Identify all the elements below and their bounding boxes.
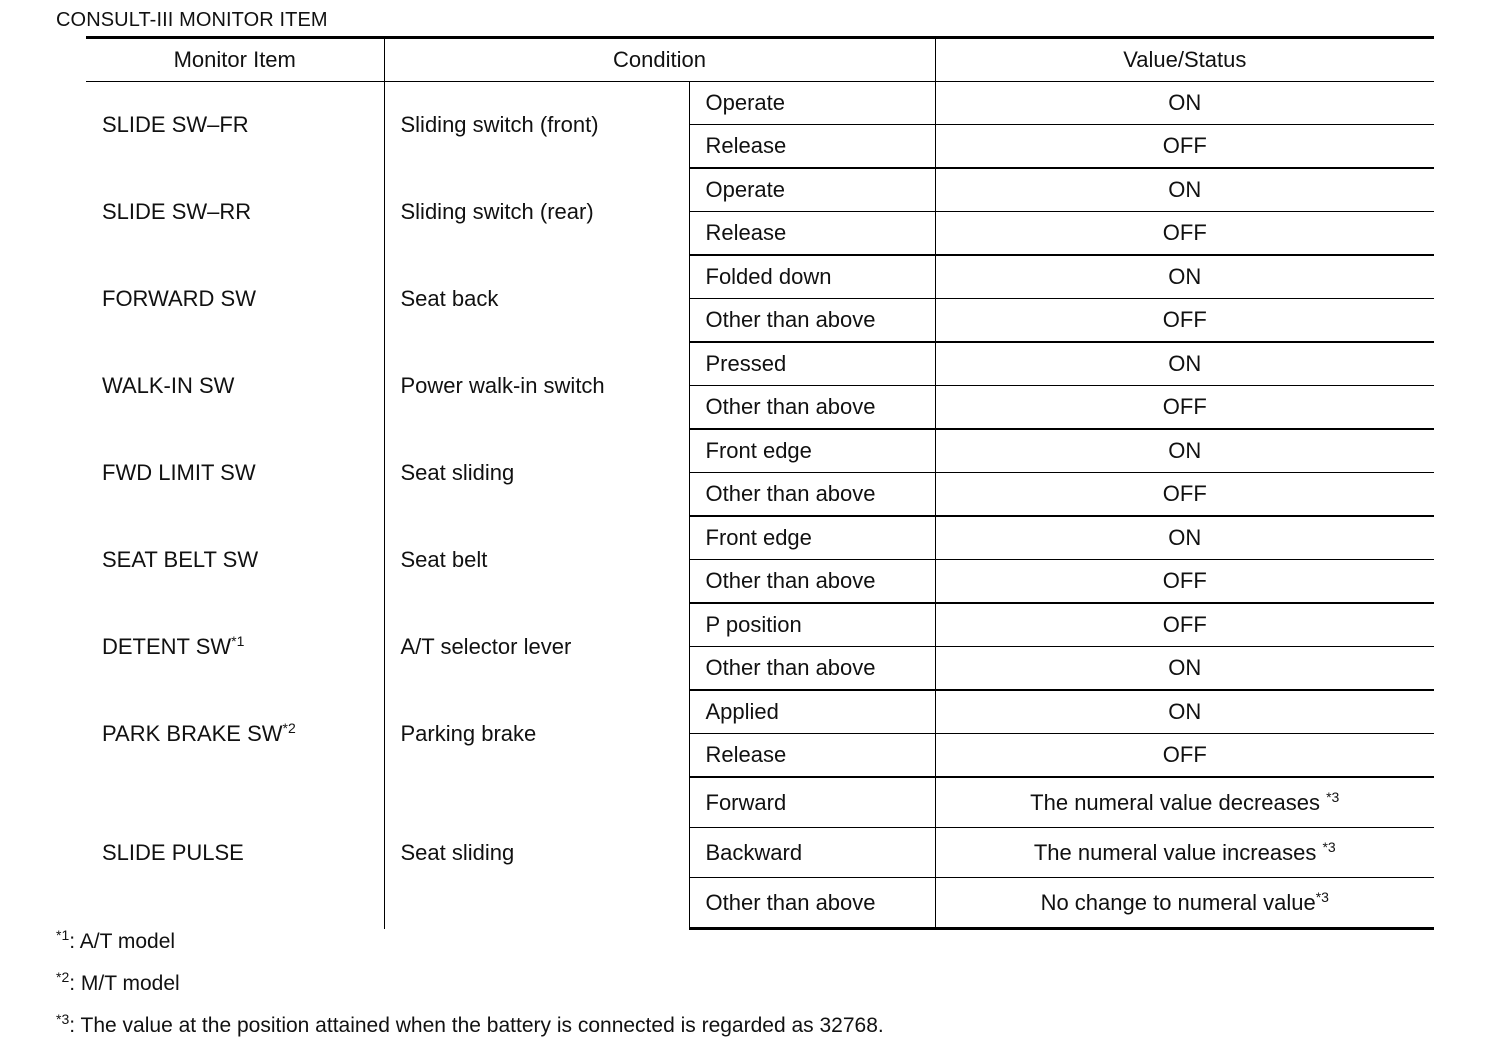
footnote-3 [56,1011,884,1038]
condition-cell: Seat back [384,255,689,342]
value-cell: OFF [935,299,1434,343]
table-row [86,429,1434,473]
value-cell: ON [935,429,1434,473]
value-text: The numeral value increases [1033,839,1323,865]
monitor-item-cell [86,777,384,929]
footnote-mark: *2 [56,969,70,985]
table-body [86,82,1434,929]
value-cell: ON [935,82,1434,125]
value-cell [935,878,1434,929]
value-cell: OFF [935,734,1434,778]
table-row [86,168,1434,212]
state-cell: Release [689,125,935,169]
state-cell: Forward [689,777,935,828]
value-text: No change to numeral value [1040,889,1316,915]
value-cell: ON [935,255,1434,299]
monitor-item-cell [86,690,384,777]
table-row [86,516,1434,560]
state-cell: P position [689,603,935,647]
state-cell: Other than above [689,878,935,929]
table-row [86,255,1434,299]
footnote-marker: *1 [231,632,245,649]
header-value-status: Value/Status [935,38,1434,82]
state-cell: Front edge [689,516,935,560]
state-cell: Other than above [689,560,935,604]
value-cell: OFF [935,603,1434,647]
state-cell: Other than above [689,647,935,691]
footnote-marker: *3 [1322,838,1336,855]
condition-cell: A/T selector lever [384,603,689,690]
monitor-item-cell [86,516,384,603]
footnote-2 [56,969,180,996]
value-cell: OFF [935,473,1434,517]
state-cell: Release [689,212,935,256]
footnote-text: : M/T model [69,972,180,995]
header-condition: Condition [384,38,935,82]
value-cell: OFF [935,560,1434,604]
state-cell: Release [689,734,935,778]
table-header-row [86,38,1434,82]
monitor-item-label: DETENT SW [102,633,232,659]
value-cell: ON [935,690,1434,734]
monitor-item-table [86,36,1434,930]
state-cell: Applied [689,690,935,734]
footnote-1 [56,927,176,954]
state-cell: Other than above [689,386,935,430]
condition-cell: Power walk-in switch [384,342,689,429]
value-cell: ON [935,342,1434,386]
monitor-item-label: PARK BRAKE SW [102,720,283,746]
state-cell: Pressed [689,342,935,386]
monitor-item-label: FORWARD SW [102,285,256,311]
monitor-item-cell [86,168,384,255]
condition-cell: Seat belt [384,516,689,603]
monitor-item-label: SLIDE PULSE [102,839,244,865]
monitor-item-label: SLIDE SW–RR [102,198,252,224]
monitor-item-cell [86,429,384,516]
value-cell: ON [935,168,1434,212]
value-cell [935,777,1434,828]
monitor-item-label: WALK-IN SW [102,372,235,398]
footnote-text: : The value at the position attained when the battery is connected is regarded as 32768. [69,1014,884,1037]
state-cell: Folded down [689,255,935,299]
value-cell: OFF [935,386,1434,430]
value-cell [935,828,1434,878]
state-cell: Other than above [689,299,935,343]
value-cell: OFF [935,125,1434,169]
value-cell: ON [935,647,1434,691]
footnote-marker: *3 [1326,788,1340,805]
condition-cell: Seat sliding [384,429,689,516]
table-row [86,82,1434,125]
condition-cell: Sliding switch (front) [384,82,689,169]
footnote-mark: *3 [56,1011,70,1027]
condition-cell: Sliding switch (rear) [384,168,689,255]
monitor-item-label: SEAT BELT SW [102,546,259,572]
monitor-item-cell [86,255,384,342]
footnote-marker: *2 [282,719,296,736]
page-title: CONSULT-III MONITOR ITEM [56,9,328,31]
monitor-item-label: SLIDE SW–FR [102,112,249,137]
table-row [86,342,1434,386]
monitor-item-cell [86,82,384,169]
state-cell: Operate [689,168,935,212]
value-cell: OFF [935,212,1434,256]
header-monitor-item: Monitor Item [86,38,384,82]
monitor-item-cell [86,603,384,690]
value-cell: ON [935,516,1434,560]
value-text: The numeral value decreases [1030,789,1327,815]
state-cell: Front edge [689,429,935,473]
state-cell: Operate [689,82,935,125]
condition-cell: Parking brake [384,690,689,777]
footnote-marker: *3 [1315,888,1329,905]
condition-cell: Seat sliding [384,777,689,929]
monitor-item-label: FWD LIMIT SW [102,459,256,485]
state-cell: Backward [689,828,935,878]
footnote-mark: *1 [56,927,70,943]
footnote-text: : A/T model [69,930,176,953]
state-cell: Other than above [689,473,935,517]
table-row [86,603,1434,647]
table-row [86,690,1434,734]
monitor-item-cell [86,342,384,429]
table-row [86,777,1434,828]
